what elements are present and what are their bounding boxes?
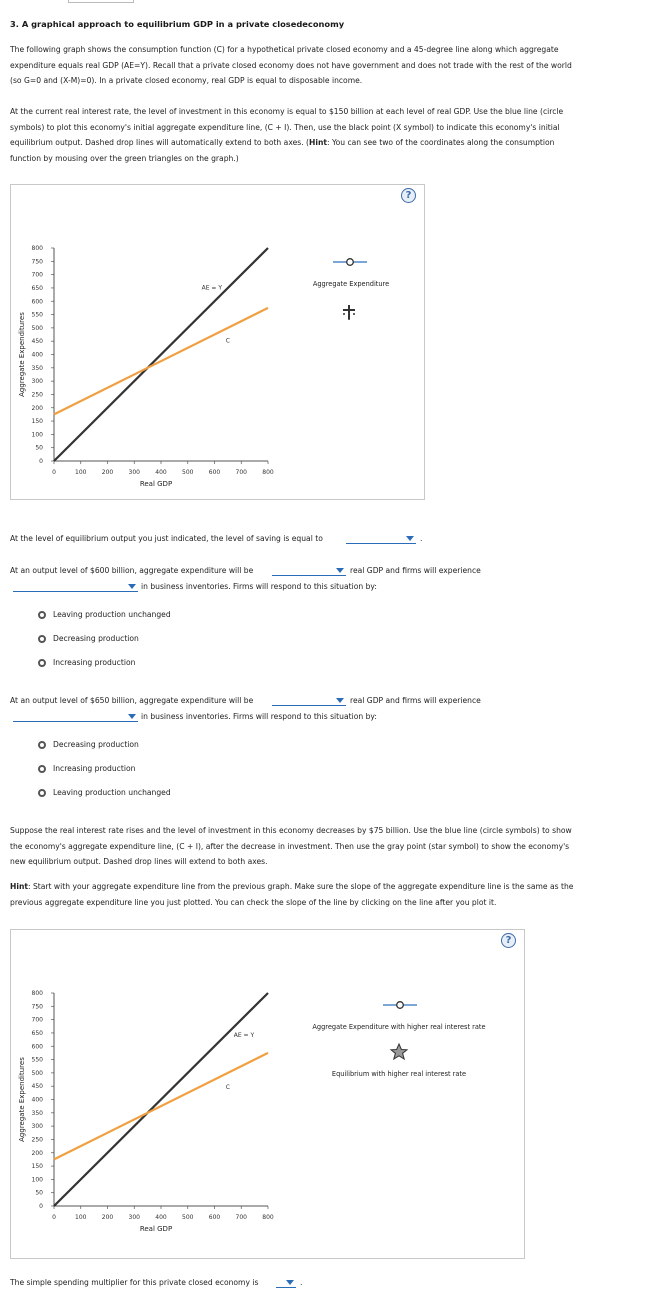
question-title: 3. A graphical approach to equilibrium GDP in a private closedeconomy — [10, 19, 345, 29]
y-tick-label: 550 — [31, 1056, 43, 1064]
y-tick-label: 800 — [31, 990, 43, 997]
x-tick-label: 0 — [52, 469, 56, 476]
y-tick-label: 700 — [31, 1016, 43, 1024]
x-tick-label: 200 — [101, 1214, 114, 1221]
q650-ae-dropdown[interactable] — [272, 695, 346, 706]
y-tick-label: 0 — [39, 1203, 43, 1210]
saving-question-end: . — [420, 534, 423, 543]
legend-aggregate-expenditure: Aggregate Expenditure — [312, 280, 390, 288]
x-tick-label: 100 — [75, 1214, 87, 1221]
x-tick-label: 800 — [262, 469, 274, 476]
y-tick-label: 650 — [31, 1029, 43, 1037]
graph-2-svg[interactable] — [11, 930, 524, 1258]
consumption-label: C — [225, 337, 230, 345]
y-tick-label: 250 — [31, 1136, 43, 1144]
q650-inventory-dropdown[interactable] — [13, 711, 138, 722]
multiplier-question-text: The simple spending multiplier for this private closed economy is — [10, 1278, 259, 1287]
y-tick-label: 50 — [35, 444, 43, 452]
graph-panel-1[interactable] — [10, 184, 425, 500]
radio-icon[interactable] — [38, 765, 46, 773]
q600-option-3[interactable]: Increasing production — [38, 658, 135, 667]
x-tick-label: 300 — [128, 1214, 140, 1221]
y-tick-label: 200 — [31, 1149, 43, 1157]
graph-panel-2[interactable] — [10, 929, 525, 1259]
y-tick-label: 300 — [31, 378, 43, 386]
q650-text-b: real GDP and firms will experience — [350, 696, 481, 705]
saving-dropdown[interactable] — [346, 533, 416, 544]
y-tick-label: 250 — [31, 391, 43, 399]
radio-icon[interactable] — [38, 659, 46, 667]
legend-equilibrium-higher-rate: Equilibrium with higher real interest rate — [331, 1070, 467, 1078]
x-tick-label: 700 — [235, 1214, 247, 1221]
x-axis-title: Real GDP — [139, 480, 173, 488]
q600-text-c: in business inventories. Firms will respond to this situation by: — [141, 582, 377, 591]
y-tick-label: 150 — [31, 1163, 43, 1171]
chevron-down-icon — [286, 1280, 294, 1285]
y-tick-label: 700 — [31, 271, 43, 279]
y-tick-label: 650 — [31, 284, 43, 292]
x-tick-label: 400 — [155, 469, 167, 476]
x-tick-label: 100 — [75, 469, 87, 476]
y-tick-label: 0 — [39, 458, 43, 465]
y-tick-label: 800 — [31, 245, 43, 252]
hint-2: Hint: Start with your aggregate expenditure line from the previous graph. Make sure the slope of the aggregate expenditure line is the same as the previous aggregate expenditure line you just plotted. You can check the slope of the line by clicking on the line after you plot it. — [10, 882, 574, 907]
x-tick-label: 200 — [101, 469, 114, 476]
help-icon[interactable]: ? — [501, 933, 516, 948]
x-axis-title: Real GDP — [139, 1225, 173, 1233]
q650-option-1[interactable]: Decreasing production — [38, 740, 139, 749]
y-tick-label: 50 — [35, 1189, 43, 1197]
x-tick-label: 300 — [128, 469, 140, 476]
instructions-2: Suppose the real interest rate rises and the level of investment in this economy decreases by $75 billion. Use the blue line (circle symbols) to show the economy's aggregate expenditure line, (C + I), after the decrease in investment. Then use the gray point (star symbol) to show the economy's new equilibrium output. Dashed drop lines will extend to both axes. — [10, 826, 572, 866]
x-tick-label: 600 — [208, 469, 221, 476]
previous-panel-stub — [68, 0, 134, 3]
y-axis-title: Aggregate Expenditures — [18, 1057, 26, 1142]
legend-circle-line-tool[interactable] — [381, 999, 421, 1011]
y-axis-title: Aggregate Expenditures — [18, 312, 26, 397]
consumption-label: C — [225, 1083, 230, 1091]
intro-text: The following graph shows the consumption function (C) for a hypothetical private closed economy and a 45-degree line along which aggregate expenditure equals real GDP (AE=Y). Recall that a private closed economy does not have government and does not trade with the rest of the world (so G=0 and (X-M)=0). In a private closed economy, real GDP is equal to disposable income. — [10, 45, 572, 85]
chevron-down-icon — [406, 536, 414, 541]
radio-icon[interactable] — [38, 741, 46, 749]
y-tick-label: 100 — [31, 1176, 43, 1184]
x-tick-label: 0 — [52, 1214, 56, 1221]
q600-inventory-dropdown[interactable] — [13, 581, 138, 592]
graph-1-svg[interactable] — [11, 185, 424, 499]
q600-option-2[interactable]: Decreasing production — [38, 634, 139, 643]
legend-star-point-tool[interactable] — [389, 1042, 409, 1062]
y-tick-label: 600 — [31, 1043, 43, 1051]
chevron-down-icon — [128, 584, 136, 589]
y-tick-label: 550 — [31, 311, 43, 319]
q600-option-1[interactable]: Leaving production unchanged — [38, 610, 171, 619]
chevron-down-icon — [128, 714, 136, 719]
y-tick-label: 450 — [31, 338, 43, 346]
y-tick-label: 300 — [31, 1123, 43, 1131]
x-tick-label: 700 — [235, 469, 247, 476]
consumption-line[interactable] — [54, 308, 268, 415]
q650-option-2[interactable]: Increasing production — [38, 764, 135, 773]
y-tick-label: 100 — [31, 431, 43, 439]
radio-icon[interactable] — [38, 789, 46, 797]
ae-equals-y-line[interactable] — [54, 993, 268, 1206]
x-tick-label: 500 — [182, 469, 194, 476]
saving-question-text: At the level of equilibrium output you just indicated, the level of saving is equal to — [10, 534, 323, 543]
y-tick-label: 600 — [31, 298, 43, 306]
instructions-1: At the current real interest rate, the level of investment in this economy is equal to $150 billion at each level of real GDP. Use the blue line (circle symbols) to plot this economy's initial aggregate expenditure line, (C + I). Then, use the black point (X symbol) to indicate this economy's initial equilibrium output. Dashed drop lines will automatically extend to both axes. (Hint: You can see two of the coordinates along the consumption function by mousing over the green triangles on the graph.) — [10, 107, 564, 163]
y-tick-label: 750 — [31, 1003, 43, 1011]
multiplier-dropdown[interactable] — [276, 1277, 296, 1288]
q650-text-c: in business inventories. Firms will respond to this situation by: — [141, 712, 377, 721]
help-icon[interactable]: ? — [401, 188, 416, 203]
consumption-line[interactable] — [54, 1053, 268, 1160]
y-tick-label: 450 — [31, 1083, 43, 1091]
y-tick-label: 750 — [31, 258, 43, 266]
y-tick-label: 500 — [31, 324, 43, 332]
ae-equals-y-label: AE = Y — [233, 1031, 255, 1039]
x-tick-label: 800 — [262, 1214, 274, 1221]
legend-x-point-tool[interactable] — [339, 302, 359, 322]
y-tick-label: 350 — [31, 1109, 43, 1117]
q600-text-a: At an output level of $600 billion, aggregate expenditure will be — [10, 566, 254, 575]
y-tick-label: 150 — [31, 418, 43, 426]
chevron-down-icon — [336, 698, 344, 703]
q650-text-a: At an output level of $650 billion, aggregate expenditure will be — [10, 696, 254, 705]
x-tick-label: 600 — [208, 1214, 221, 1221]
ae-equals-y-label: AE = Y — [201, 284, 223, 292]
ae-equals-y-line[interactable] — [54, 248, 268, 461]
chevron-down-icon — [336, 568, 344, 573]
q600-ae-dropdown[interactable] — [272, 565, 346, 576]
y-tick-label: 400 — [31, 351, 43, 359]
x-tick-label: 400 — [155, 1214, 167, 1221]
radio-icon[interactable] — [38, 611, 46, 619]
y-tick-label: 350 — [31, 364, 43, 372]
y-tick-label: 500 — [31, 1069, 43, 1077]
legend-circle-line-tool[interactable] — [331, 256, 371, 268]
legend-ae-higher-rate: Aggregate Expenditure with higher real interest rate — [312, 1023, 486, 1031]
x-tick-label: 500 — [182, 1214, 194, 1221]
radio-icon[interactable] — [38, 635, 46, 643]
y-tick-label: 400 — [31, 1096, 43, 1104]
q600-text-b: real GDP and firms will experience — [350, 566, 481, 575]
multiplier-question-end: . — [300, 1278, 303, 1287]
q650-option-3[interactable]: Leaving production unchanged — [38, 788, 171, 797]
y-tick-label: 200 — [31, 404, 43, 412]
